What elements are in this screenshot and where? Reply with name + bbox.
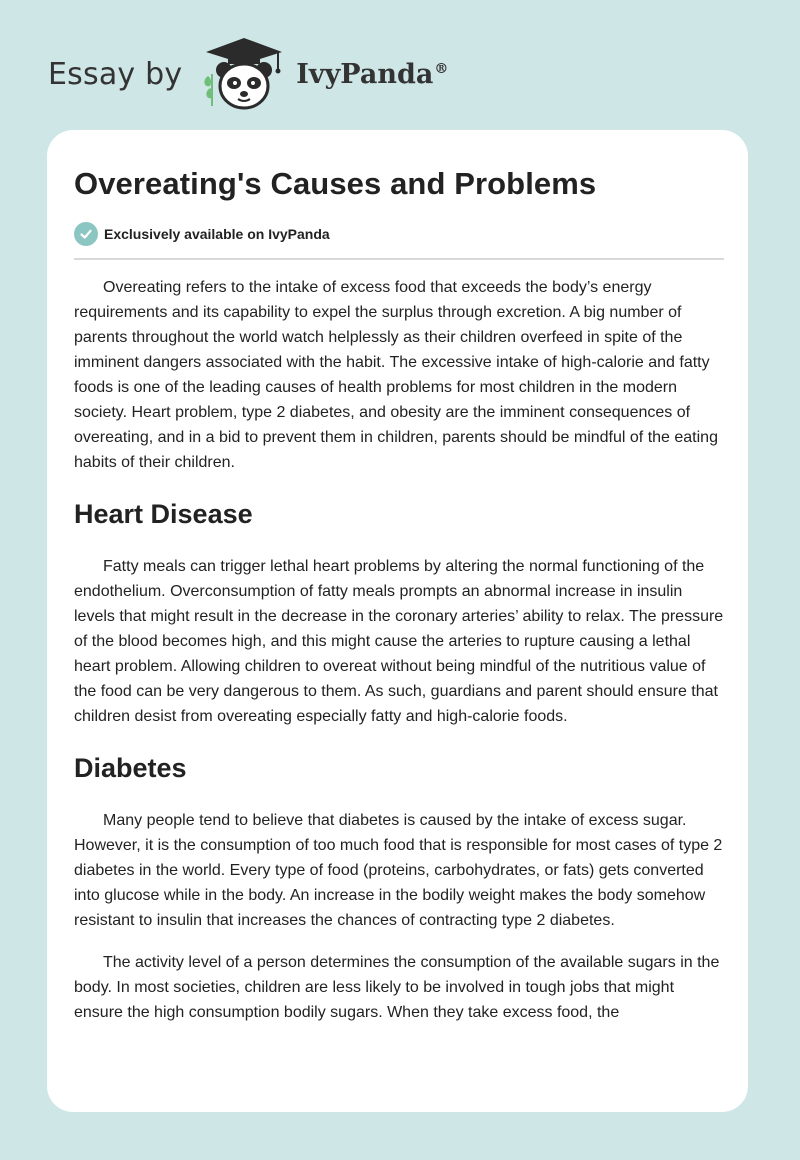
registered-mark: ® — [434, 60, 449, 77]
page-title: Overeating's Causes and Problems — [74, 166, 597, 201]
exclusive-text: Exclusively available on IvyPanda — [104, 226, 330, 242]
brand-prefix: Essay by — [48, 56, 183, 92]
panda-graduate-logo-icon — [198, 36, 290, 112]
paragraph-heart-disease: Fatty meals can trigger lethal heart problems by altering the normal functioning of the endothelium. Overconsumption of fatty meals prompts an abnormal increase in insulin levels that might result in the decrease in the coronary arteries’ ability to relax. The pressure of the blood becomes high, and this might cause the arteries to rupture causing a lethal heart problem. Allowing children to overeat without being mindful of the nutritious value of the food can be very dangerous to them. As such, guardians and parent should ensure that children desist from overeating especially fatty and high-calorie foods. — [74, 558, 724, 725]
check-icon — [74, 222, 98, 246]
brand-name: IvyPanda® — [296, 58, 449, 90]
essay-card — [47, 130, 748, 1112]
section-heading-heart-disease: Heart Disease — [74, 499, 253, 529]
exclusive-badge — [74, 221, 724, 247]
paragraph-diabetes-1: Many people tend to believe that diabetes is caused by the intake of excess sugar. However, it is the consumption of too much food that is responsible for most cases of type 2 diabetes in the world. Every type of food (proteins, carbohydrates, or fats) gets converted into glucose while in the body. An increase in the bodily weight makes the body somehow resistant to insulin that increases the chances of contracting type 2 diabetes. — [74, 812, 723, 929]
section-heading-diabetes: Diabetes — [74, 753, 187, 783]
essay-content — [74, 165, 724, 1025]
site-header-brand[interactable] — [48, 36, 448, 112]
divider — [74, 258, 724, 260]
paragraph-diabetes-2: The activity level of a person determines the consumption of the available sugars in the body. In most societies, children are less likely to be involved in tough jobs that might ensure the high consumption bodily sugars. When they take excess food, the — [74, 954, 720, 1021]
intro-paragraph: Overeating refers to the intake of excess food that exceeds the body’s energy requirements and its capability to expel the surplus through excretion. A big number of parents throughout the world watch helplessly as their children overfeed in spite of the imminent dangers associated with the habit. The excessive intake of high-calorie and fatty foods is one of the leading causes of health problems for most children in the modern society. Heart problem, type 2 diabetes, and obesity are the imminent consequences of overeating, and in a bid to prevent them in children, parents should be mindful of the eating habits of their children. — [74, 279, 718, 471]
